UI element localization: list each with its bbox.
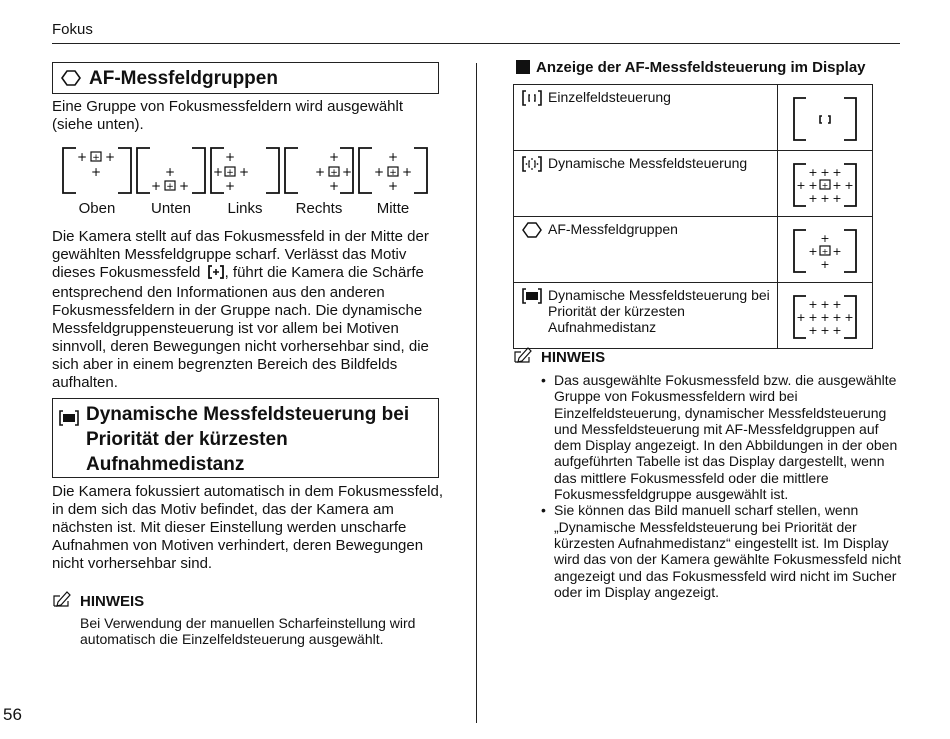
af-group-center <box>356 145 430 217</box>
svg-text:+: + <box>821 181 829 190</box>
af-groups-icon <box>522 222 542 241</box>
svg-text:+: + <box>832 245 842 258</box>
af-group-label-center: Mitte <box>376 200 410 217</box>
svg-text:+: + <box>808 166 818 179</box>
af-groups-paragraph-part1: Die Kamera stellt auf das Fokusmessfeld in der Mitte der gewählten Messfeldgruppe scharf. Verlässt das Motiv dieses Fokusmessfeld <box>52 228 429 281</box>
note-right-list <box>540 372 902 600</box>
svg-text:+: + <box>238 165 250 179</box>
svg-text:+: + <box>150 179 162 193</box>
note-left-title: HINWEIS <box>80 592 145 610</box>
svg-text:+: + <box>76 150 88 164</box>
svg-text:+: + <box>178 179 190 193</box>
af-group-left <box>208 145 282 217</box>
svg-text:+: + <box>314 165 326 179</box>
svg-text:+: + <box>328 150 340 164</box>
table-row <box>514 283 873 349</box>
list-item: • Das ausgewählte Fokusmessfeld bzw. die ausgewählte Gruppe von Fokusmessfeldern wird bei Einzelfeldsteuerung, dynamischer Messfeldsteuerung und Messfeldsteuerung mit AF-Messfeldgruppen auf dem Display angezeigt. In den Abbildungen in der oben aufgeführten Tabelle ist das Display dargestellt, wenn das mittlere Fokusmessfeld oder die mittlere Fokusmessfeldgruppe ausgewählt ist. <box>540 372 902 502</box>
row-label-groups: AF-Messfeldgruppen <box>548 221 678 237</box>
display-section-title: Anzeige der AF-Messfeldsteuerung im Display <box>536 59 866 76</box>
svg-text:+: + <box>832 192 842 205</box>
af-groups-intro: Eine Gruppe von Fokusmessfeldern wird ausgewählt (siehe unten). <box>52 98 404 133</box>
closest-subject-heading <box>52 398 439 478</box>
af-groups-paragraph-part2: , führt die Kamera die Schärfe entsprechend den Informationen aus den anderen Fokusmessfeldern in der Gruppe nach. Die dynamische Messfeldgruppensteuerung ist vor allem bei Motiven sinnvoll, deren Bewegungen nicht vorhersehbar sind, die sich aber in einem begrenzten Bereich des Bildfelds aufhalten. <box>52 264 429 391</box>
svg-text:+: + <box>224 179 236 193</box>
svg-text:+: + <box>387 179 399 193</box>
af-group-label-right: Rechts <box>295 200 343 217</box>
af-group-label-top: Oben <box>78 200 116 217</box>
section-header: Fokus <box>52 21 93 38</box>
column-divider <box>476 63 477 723</box>
af-group-label-left: Links <box>227 200 263 217</box>
svg-text:+: + <box>832 166 842 179</box>
svg-text:+: + <box>341 165 353 179</box>
af-group-right <box>282 145 356 217</box>
list-item: • Sie können das Bild manuell scharf stellen, wenn „Dynamische Messfeldsteuerung bei Priorität der kürzesten Aufnahmedistanz“ eingestellt ist. Im Display wird das von der Kamera gewählte Fokusmessfeld nicht angezeigt und das Fokusmessfeld wird nicht im Sucher oder im Display angezeigt. <box>540 502 902 600</box>
dynamic-area-icon <box>522 156 542 175</box>
af-group-top <box>60 145 134 217</box>
table-row <box>514 85 873 151</box>
table-row <box>514 217 873 283</box>
dynamic-area-display <box>778 151 872 213</box>
svg-text:+: + <box>832 179 842 192</box>
svg-text:+: + <box>808 324 818 337</box>
svg-text:+: + <box>820 324 830 337</box>
svg-text:+: + <box>832 298 842 311</box>
svg-text:+: + <box>212 165 224 179</box>
svg-text:+: + <box>166 182 174 192</box>
note-right-title: HINWEIS <box>541 348 606 366</box>
svg-text:+: + <box>796 311 806 324</box>
page-number: 56 <box>3 705 22 724</box>
svg-text:+: + <box>844 179 854 192</box>
focus-point-icon <box>208 265 224 284</box>
row-label-single: Einzelfeldsteuerung <box>548 89 671 105</box>
display-section-heading <box>516 59 866 76</box>
svg-text:+: + <box>808 298 818 311</box>
group-area-display <box>778 217 872 279</box>
closest-subject-title: Dynamische Messfeldsteuerung bei Priorität der kürzesten Aufnahmedistanz <box>86 404 410 475</box>
table-row <box>514 151 873 217</box>
svg-text:+: + <box>92 153 100 163</box>
display-table <box>513 84 873 349</box>
svg-text:+: + <box>104 150 116 164</box>
row-label-dynamic: Dynamische Messfeldsteuerung <box>548 155 748 171</box>
svg-text:+: + <box>387 150 399 164</box>
closest-subject-icon <box>522 288 542 335</box>
closest-subject-icon <box>59 408 79 433</box>
section-marker-icon <box>516 60 530 74</box>
svg-text:+: + <box>389 168 397 178</box>
closest-subject-display <box>778 283 872 345</box>
svg-text:+: + <box>224 150 236 164</box>
af-group-label-bottom: Unten <box>150 200 192 217</box>
svg-text:+: + <box>330 168 338 178</box>
af-groups-title: AF-Messfeldgruppen <box>89 68 278 89</box>
closest-subject-paragraph: Die Kamera fokussiert automatisch in dem Fokusmessfeld, in dem sich das Motiv befindet, das der Kamera am nächsten ist. Mit dieser Einstellung werden unscharfe Aufnahmen von Motiven verhindert, deren Bewegungen nicht vorhersehbar sind. <box>52 483 443 572</box>
note-left-text: Bei Verwendung der manuellen Scharfeinstellung wird automatisch die Einzelfeldsteuerung ausgewählt. <box>80 615 416 647</box>
af-groups-heading <box>52 62 439 94</box>
note-pencil-icon <box>513 346 533 368</box>
svg-text:+: + <box>821 247 829 256</box>
note-left-heading <box>52 590 144 612</box>
svg-text:+: + <box>820 166 830 179</box>
svg-text:+: + <box>820 311 830 324</box>
svg-text:+: + <box>832 311 842 324</box>
svg-text:+: + <box>820 192 830 205</box>
header-rule <box>52 43 900 44</box>
svg-text:+: + <box>808 179 818 192</box>
svg-text:+: + <box>226 168 234 178</box>
svg-text:+: + <box>820 298 830 311</box>
svg-text:+: + <box>90 165 102 179</box>
svg-text:+: + <box>844 311 854 324</box>
af-groups-paragraph <box>52 228 444 392</box>
af-group-bottom <box>134 145 208 217</box>
svg-text:+: + <box>164 165 176 179</box>
svg-text:+: + <box>401 165 413 179</box>
single-area-display <box>778 85 872 147</box>
svg-text:+: + <box>832 324 842 337</box>
single-area-icon <box>522 90 542 109</box>
note-pencil-icon <box>52 590 72 612</box>
svg-text:+: + <box>820 258 830 271</box>
svg-text:+: + <box>328 179 340 193</box>
svg-text:+: + <box>373 165 385 179</box>
row-label-closest: Dynamische Messfeldsteuerung bei Priorität der kürzesten Aufnahmedistanz <box>548 287 770 335</box>
svg-text:+: + <box>808 192 818 205</box>
svg-text:+: + <box>808 311 818 324</box>
note-right-heading <box>513 346 605 368</box>
af-groups-icon <box>61 68 81 93</box>
svg-text:+: + <box>820 232 830 245</box>
svg-text:+: + <box>808 245 818 258</box>
svg-text:+: + <box>796 179 806 192</box>
